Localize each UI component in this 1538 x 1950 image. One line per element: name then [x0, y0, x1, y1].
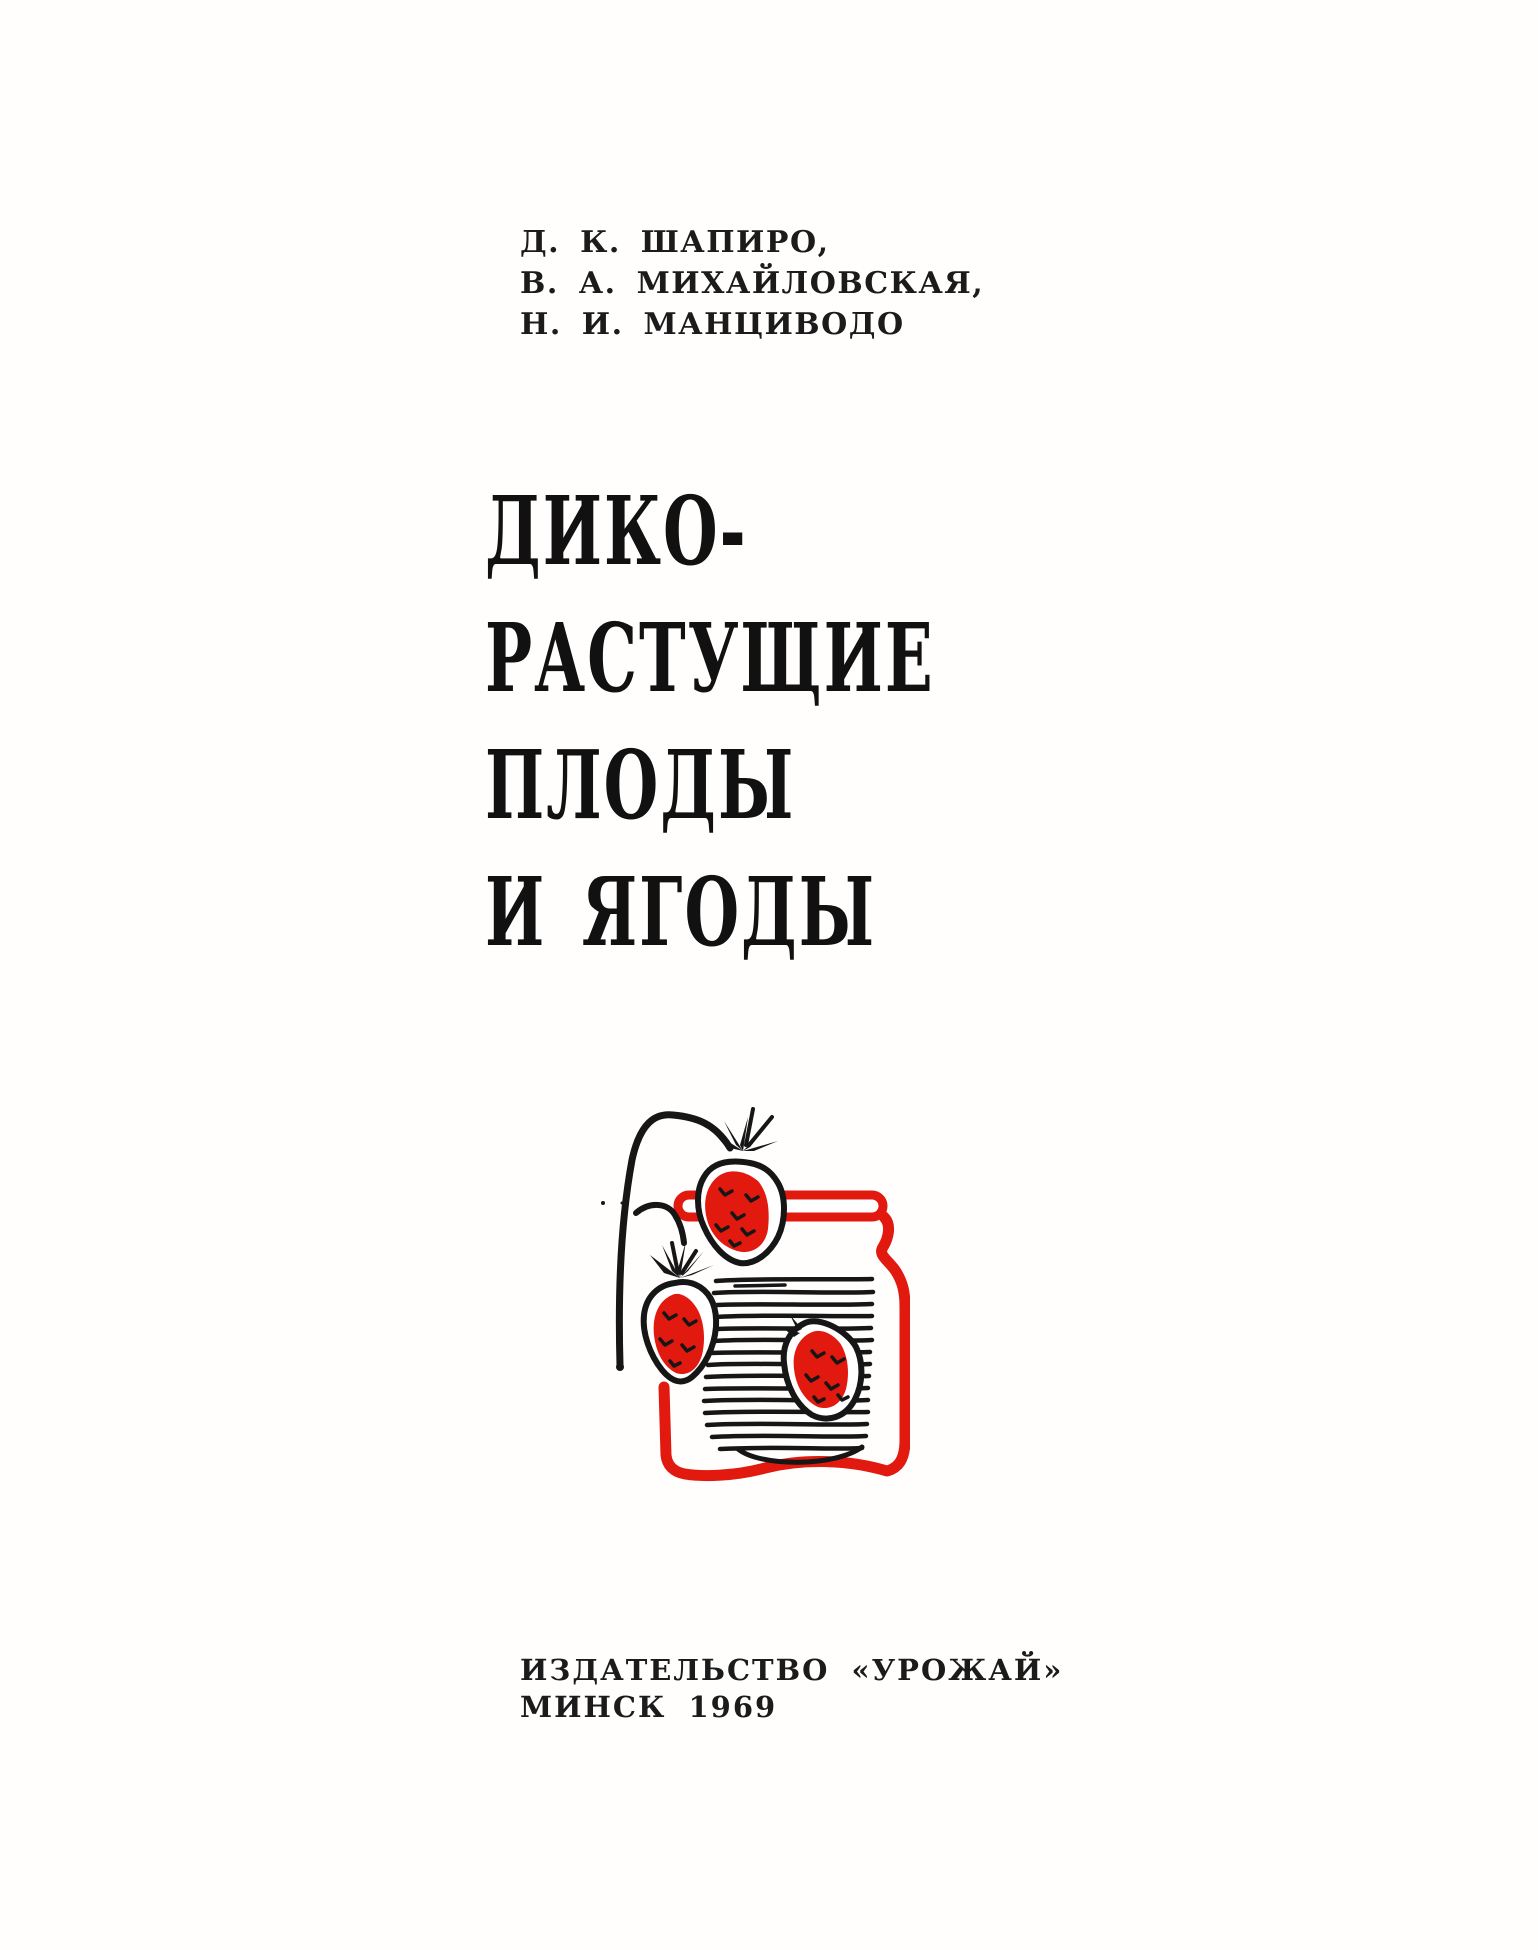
authors-block	[520, 222, 984, 345]
publisher-block	[520, 1652, 1063, 1726]
book-title	[485, 468, 1166, 976]
title-line: ПЛОДЫ	[485, 730, 796, 841]
stem-tip	[672, 1243, 696, 1273]
stem-tip	[746, 1109, 772, 1145]
title-line: РАСТУЩИЕ	[485, 603, 935, 714]
strawberry-top	[698, 1109, 784, 1263]
city-year: МИНСК 1969	[520, 1690, 778, 1724]
author-name: Д. К. ШАПИРО,	[520, 225, 830, 260]
title-line: И ЯГОДЫ	[485, 857, 877, 968]
author-name: Н. И. МАНЦИВОДО	[520, 307, 905, 342]
jar-illustration	[600, 1105, 910, 1495]
title-line: ДИКО-	[485, 476, 748, 587]
author-name: В. А. МИХАЙЛОВСКАЯ,	[520, 266, 985, 301]
publisher-name: ИЗДАТЕЛЬСТВО «УРОЖАЙ»	[520, 1653, 1064, 1687]
strawberry-left	[644, 1241, 716, 1381]
